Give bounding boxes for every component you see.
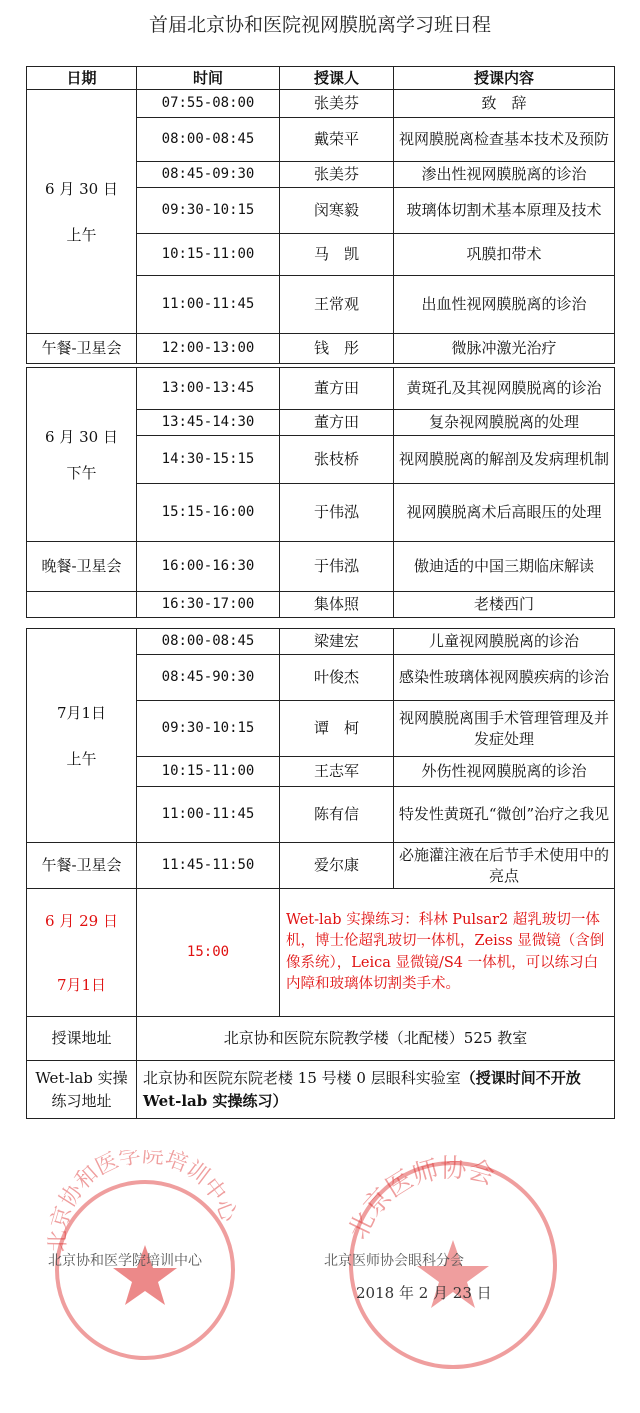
topic-cell: 巩膜扣带术: [394, 234, 615, 276]
time-cell: 12:00-13:00: [137, 334, 280, 364]
wetlab-location-cell: [137, 1061, 615, 1119]
speaker-cell: 张美芬: [280, 162, 394, 188]
schedule-table-jun30-pm: [26, 367, 615, 618]
topic-cell: 感染性玻璃体视网膜疾病的诊治: [394, 655, 615, 701]
wetlab-description: Wet-lab 实操练习：科林 Pulsar2 超乳玻切一体机，博士伦超乳玻切一体机，Zeiss 显微镜（含倒像系统），Leica 显微镜/S4 一体机，可以练习白内障和玻璃体切割类手术。: [280, 889, 615, 1017]
speaker-cell: 集体照: [280, 592, 394, 618]
time-cell: 11:00-11:45: [137, 787, 280, 843]
time-cell: 14:30-15:15: [137, 436, 280, 484]
table-row: [27, 368, 615, 410]
topic-cell: 老楼西门: [394, 592, 615, 618]
header-date: 日期: [27, 67, 137, 90]
topic-cell: 视网膜脱离术后高眼压的处理: [394, 484, 615, 542]
time-cell: 07:55-08:00: [137, 90, 280, 118]
speaker-cell: 张枝桥: [280, 436, 394, 484]
topic-cell: 玻璃体切割术基本原理及技术: [394, 188, 615, 234]
wetlab-date-1: 6 月 29 日: [45, 911, 118, 930]
topic-cell: 外伤性视网膜脱离的诊治: [394, 757, 615, 787]
speaker-cell: 叶俊杰: [280, 655, 394, 701]
left-seal-ring-text: 北京协和医学院培训中心: [45, 1150, 242, 1253]
time-cell: 16:30-17:00: [137, 592, 280, 618]
time-cell: 16:00-16:30: [137, 542, 280, 592]
date-cell: [27, 90, 137, 334]
time-cell: 11:00-11:45: [137, 276, 280, 334]
wetlab-date-2: 7月1日: [56, 975, 107, 994]
time-cell: 09:30-10:15: [137, 701, 280, 757]
table-row: [27, 843, 615, 889]
left-seal: [40, 1150, 250, 1370]
speaker-cell: 谭 柯: [280, 701, 394, 757]
schedule-table-jul1-am: [26, 628, 615, 1119]
date-line: 6 月 30 日: [45, 179, 118, 198]
wetlab-location-value: 北京协和医院东院老楼 15 号楼 0 层眼科实验室: [143, 1068, 461, 1087]
session-line: 下午: [66, 463, 97, 482]
topic-cell: 儿童视网膜脱离的诊治: [394, 629, 615, 655]
left-seal-org-text: 北京协和医学院培训中心: [48, 1253, 202, 1269]
topic-cell: 视网膜脱离围手术管理管理及并发症处理: [394, 701, 615, 757]
wetlab-location-row: [27, 1061, 615, 1119]
time-cell: 11:45-11:50: [137, 843, 280, 889]
speaker-cell: 闵寒毅: [280, 188, 394, 234]
topic-cell: 出血性视网膜脱离的诊治: [394, 276, 615, 334]
wetlab-time-cell: 15:00: [137, 889, 280, 1017]
location-row: [27, 1017, 615, 1061]
topic-cell: 视网膜脱离检查基本技术及预防: [394, 118, 615, 162]
speaker-cell: 董方田: [280, 410, 394, 436]
wetlab-date-cell: [27, 889, 137, 1017]
speaker-cell: 张美芬: [280, 90, 394, 118]
meal-label-cell: 晚餐-卫星会: [27, 542, 137, 592]
table-row: [27, 542, 615, 592]
sign-date: 2018 年 2 月 23 日: [356, 1284, 492, 1302]
speaker-cell: 王志军: [280, 757, 394, 787]
right-seal-org-text: 北京医师协会眼科分会: [324, 1253, 464, 1269]
wetlab-row: [27, 889, 615, 1017]
header-time: 时间: [137, 67, 280, 90]
wetlab-location-label: Wet-lab 实操练习地址: [27, 1061, 137, 1119]
table-row: [27, 90, 615, 118]
meal-label-cell: 午餐-卫星会: [27, 334, 137, 364]
speaker-cell: 于伟泓: [280, 542, 394, 592]
right-seal: [324, 1130, 568, 1380]
wetlab-location-note: （授课时间不开放 Wet-lab 实操练习）: [143, 1068, 581, 1110]
time-cell: 08:00-08:45: [137, 629, 280, 655]
svg-text:北京医师协会: [343, 1154, 498, 1244]
time-cell: 13:00-13:45: [137, 368, 280, 410]
time-cell: 13:45-14:30: [137, 410, 280, 436]
location-value: 北京协和医院东院教学楼（北配楼）525 教室: [137, 1017, 615, 1061]
meal-label-cell: 午餐-卫星会: [27, 843, 137, 889]
speaker-cell: 钱 彤: [280, 334, 394, 364]
session-line: 上午: [66, 749, 97, 768]
right-seal-ring-text: 北京医师协会: [343, 1153, 498, 1245]
speaker-cell: 马 凯: [280, 234, 394, 276]
topic-cell: 微脉冲激光治疗: [394, 334, 615, 364]
topic-cell: 复杂视网膜脱离的处理: [394, 410, 615, 436]
date-cell: [27, 629, 137, 843]
header-speaker: 授课人: [280, 67, 394, 90]
speaker-cell: 戴荣平: [280, 118, 394, 162]
empty-cell: [27, 592, 137, 618]
time-cell: 10:15-11:00: [137, 757, 280, 787]
topic-cell: 傲迪适的中国三期临床解读: [394, 542, 615, 592]
speaker-cell: 董方田: [280, 368, 394, 410]
speaker-cell: 陈有信: [280, 787, 394, 843]
time-cell: 10:15-11:00: [137, 234, 280, 276]
topic-cell: 视网膜脱离的解剖及发病理机制: [394, 436, 615, 484]
header-row: [27, 67, 615, 90]
page-title: 首届北京协和医院视网膜脱离学习班日程: [148, 14, 491, 36]
date-cell: [27, 368, 137, 542]
table-row: [27, 629, 615, 655]
date-line: 6 月 30 日: [45, 427, 118, 446]
svg-text:北京协和医学院培训中心: [46, 1150, 242, 1252]
speaker-cell: 梁建宏: [280, 629, 394, 655]
header-topic: 授课内容: [394, 67, 615, 90]
time-cell: 08:00-08:45: [137, 118, 280, 162]
location-label: 授课地址: [27, 1017, 137, 1061]
date-line: 7月1日: [56, 703, 107, 722]
schedule-table-jun30-am: [26, 66, 615, 364]
speaker-cell: 于伟泓: [280, 484, 394, 542]
table-row: [27, 334, 615, 364]
time-cell: 08:45-90:30: [137, 655, 280, 701]
topic-cell: 特发性黄斑孔“微创”治疗之我见: [394, 787, 615, 843]
topic-cell: 致 辞: [394, 90, 615, 118]
topic-cell: 必施灌注液在后节手术使用中的亮点: [394, 843, 615, 889]
time-cell: 15:15-16:00: [137, 484, 280, 542]
session-line: 上午: [66, 225, 97, 244]
speaker-cell: 王常观: [280, 276, 394, 334]
speaker-cell: 爱尔康: [280, 843, 394, 889]
topic-cell: 黄斑孔及其视网膜脱离的诊治: [394, 368, 615, 410]
topic-cell: 渗出性视网膜脱离的诊治: [394, 162, 615, 188]
time-cell: 08:45-09:30: [137, 162, 280, 188]
table-row: [27, 592, 615, 618]
time-cell: 09:30-10:15: [137, 188, 280, 234]
